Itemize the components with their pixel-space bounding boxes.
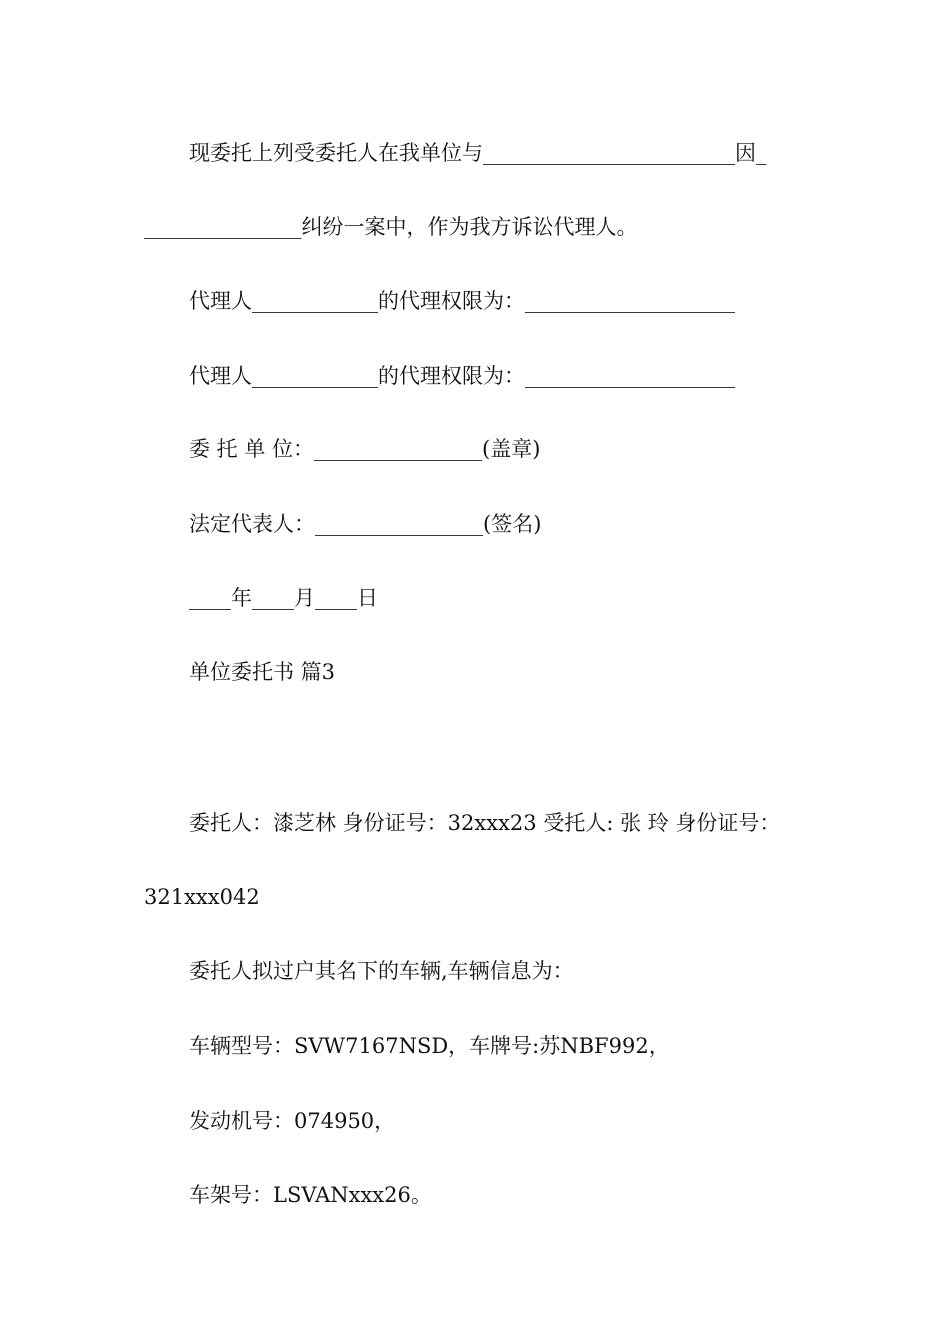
agent-authority-line-2: 代理人____________的代理权限为：____________________	[189, 364, 735, 388]
section-heading: 单位委托书 篇3	[189, 660, 336, 684]
principal-agent-info: 委托人：漆芝林 身份证号：32xxx23 受托人: 张 玲 身份证号：	[189, 811, 781, 835]
date-line: ____年____月____日	[189, 586, 378, 610]
legal-representative-line: 法定代表人：________________(签名)	[189, 512, 542, 536]
agent-authority-line-1: 代理人____________的代理权限为：____________________	[189, 289, 735, 313]
agent-id-continued: 321xxx042	[144, 885, 260, 909]
paragraph-entrustment-continued: _______________纠纷一案中，作为我方诉讼代理人。	[144, 215, 638, 239]
entrusting-unit-line: 委 托 单 位：________________(盖章)	[189, 437, 541, 461]
engine-number: 发动机号：074950，	[189, 1109, 396, 1133]
vehicle-model-plate: 车辆型号：SVW7167NSD，车牌号:苏NBF992，	[189, 1034, 670, 1058]
frame-number: 车架号：LSVANxxx26。	[189, 1183, 432, 1207]
vehicle-intro: 委托人拟过户其名下的车辆,车辆信息为：	[189, 959, 574, 983]
paragraph-entrustment: 现委托上列受委托人在我单位与________________________因_	[189, 141, 767, 165]
